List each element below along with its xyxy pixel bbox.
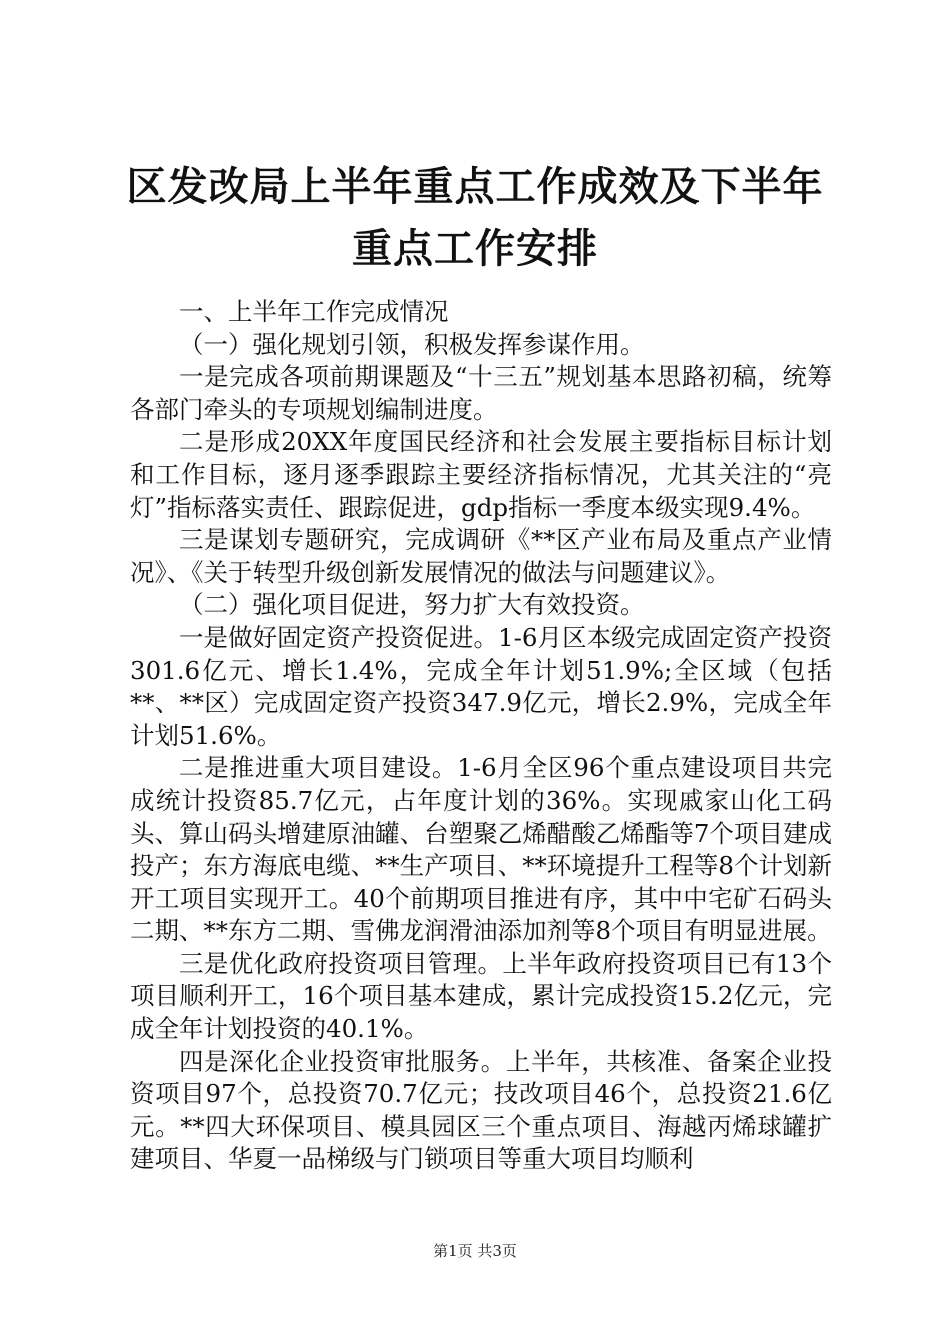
body-paragraph: 二是推进重大项目建设。1-6月全区96个重点建设项目共完成统计投资85.7亿元，占年度计划的36%。实现戚家山化工码头、算山码头增建原油罐、台塑聚乙烯醋酸乙烯酯等7个项目建成投产；东方海底电缆、**生产项目、**环境提升工程等8个计划新开工项目实现开工。40个前期项目推进有序，其中中宅矿石码头二期、**东方二期、雪佛龙润滑油添加剂等8个项目有明显进展。 bbox=[130, 753, 832, 946]
document-body bbox=[130, 296, 832, 1176]
subsection-heading: （二）强化项目促进，努力扩大有效投资。 bbox=[179, 590, 645, 620]
document-title: 区发改局上半年重点工作成效及下半年重点工作安排 bbox=[126, 164, 824, 272]
section-heading: 一、上半年工作完成情况 bbox=[179, 297, 449, 326]
body-paragraph: 三是优化政府投资项目管理。上半年政府投资项目已有13个项目顺利开工，16个项目基本建成，累计完成投资15.2亿元，完成全年计划投资的40.1%。 bbox=[130, 948, 832, 1044]
body-paragraph: 一是做好固定资产投资促进。1-6月区本级完成固定资产投资301.6亿元、增长1.4%，完成全年计划51.9%;全区域（包括**、**区）完成固定资产投资347.9亿元，增长2.9%，完成全年计划51.6%。 bbox=[130, 622, 832, 750]
page-footer: 第1页 共3页 bbox=[433, 1242, 517, 1260]
body-paragraph: 二是形成20XX年度国民经济和社会发展主要指标目标计划和工作目标，逐月逐季跟踪主要经济指标情况，尤其关注的“亮灯”指标落实责任、跟踪促进，gdp指标一季度本级实现9.4%。 bbox=[130, 427, 832, 522]
subsection-heading: （一）强化规划引领，积极发挥参谋作用。 bbox=[179, 329, 645, 359]
body-paragraph: 三是谋划专题研究，完成调研《**区产业布局及重点产业情况》、《关于转型升级创新发展情况的做法与问题建议》。 bbox=[130, 525, 832, 587]
body-paragraph: 四是深化企业投资审批服务。上半年，共核准、备案企业投资项目97个，总投资70.7亿元；技改项目46个，总投资21.6亿元。**四大环保项目、模具园区三个重点项目、海越丙烯球罐扩建项目、华夏一品梯级与门锁项目等重大项目均顺利 bbox=[130, 1046, 832, 1174]
body-paragraph: 一是完成各项前期课题及“十三五”规划基本思路初稿，统筹各部门牵头的专项规划编制进度。 bbox=[130, 362, 832, 424]
